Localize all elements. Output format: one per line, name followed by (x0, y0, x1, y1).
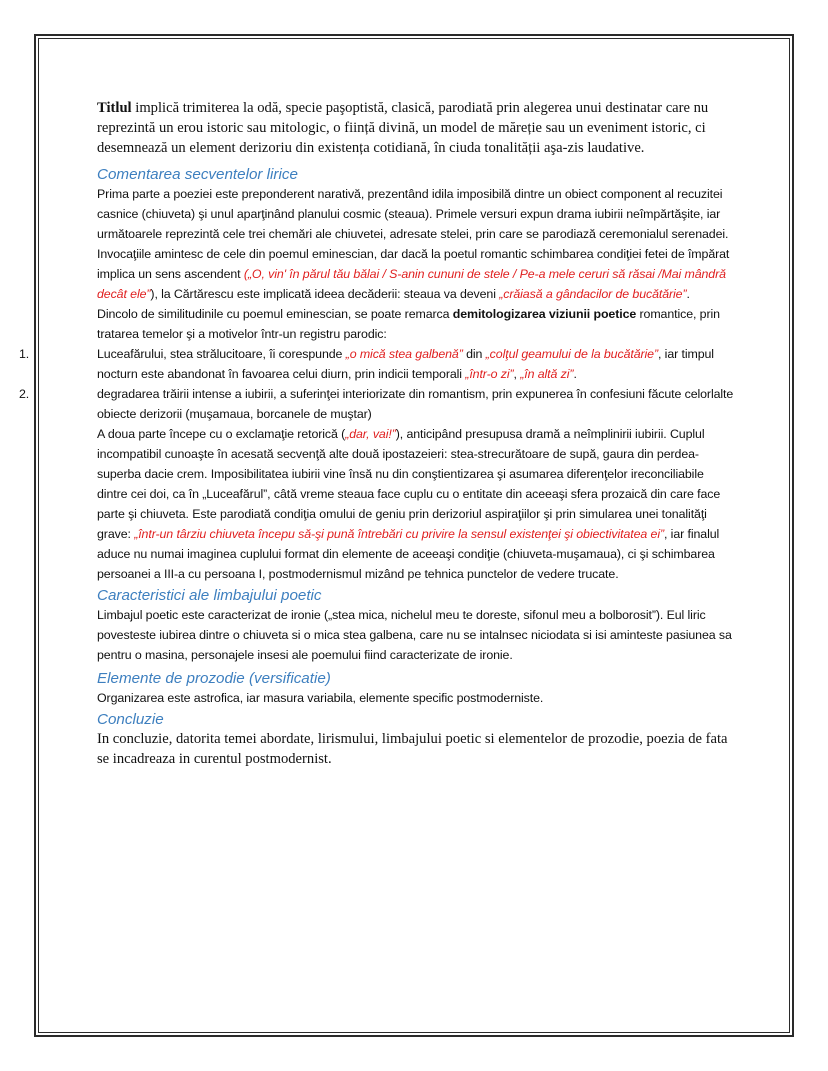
heading-comentarea: Comentarea secventelor lirice (97, 166, 298, 183)
intro-paragraph (97, 98, 737, 158)
list-number-1: 1. (19, 347, 30, 361)
quote-eminescu: („O, vin' în părul tău bălai / S-anin cununi de stele / Pe-a mele ceruri să răsai /Mai mândră decât ele” (97, 267, 726, 301)
numbered-list (19, 344, 737, 584)
intro-bold-title: Titlul (97, 100, 132, 116)
list-number-2: 2. (19, 387, 30, 401)
paragraph-prozodie: Organizarea este astrofica, iar masura variabila, elemente specific postmoderniste. (97, 691, 544, 705)
heading-concluzie: Concluzie (97, 711, 164, 728)
intro-text: implică trimiterea la odă, specie paşoptistă, clasică, parodiată prin alegerea unui destinatar care nu reprezintă un erou istoric sau mitologic, o ființă divină, un model de măreție sau un eveniment istoric, ci desemnează un element derizoriu din existența cotidiană, în ciuda tonalității aşa-zis laudative. (97, 100, 709, 156)
paragraph-limbaj: Limbajul poetic este caracterizat de ironie („stea mica, nichelul meu te doreste, sifonul meu a bolborosit”). Eul liric povesteste iubirea dintre o chiuveta si o mica stea galbena, care nu se intalnsec niciodata si isi aminteste pasiunea sa pentru o masina, personajele insesi ale poemului fiind caracterizate de ironie. (97, 608, 732, 662)
quote-craiasa: „crăiasă a gândacilor de bucătărie” (499, 287, 687, 301)
bold-demitologizarea: demitologizarea viziunii poetice (452, 307, 637, 321)
paragraph-prima-parte: Prima parte a poeziei este preponderent narativă, prezentând idila imposibilă dintre un obiect component al recuzitei casnice (chiuveta) şi unul aparţinând planului cosmic (steaua). Primele versuri expun drama iubirii neîmpărtăşite, iar următoarele reprezintă cele trei chemări ale chiuvetei, adresate stelei, prin care se parodiază ceremonialul serenadei. Invocaţiile amintesc de cele din poemul eminescian, dar dacă la poetul romantic schimbarea condiţiei fetei de împărat implica un sens ascendent („O, vin' în părul tău bălai / S-anin cununi de stele / Pe-a mele ceruri să răsai /Mai mândră decât ele”), la Cărtărescu este implicată ideea decăderii: steaua va deveni „crăiasă a gândacilor de bucătărie”. (97, 187, 730, 301)
document-body (19, 98, 737, 769)
paragraph-dincolo: Dincolo de similitudinile cu poemul eminescian, se poate remarca demitologizarea viziunii poetice romantice, prin tratarea temelor şi a motivelor într-un registru parodic: (97, 307, 720, 341)
list-item-1: 1. Luceafărului, stea strălucitoare, îi corespunde „o mică stea galbenă” din „colţul geamului de la bucătărie”, iar timpul nocturn este abandonat în favoarea celui diurn, prin indicii temporali „într-o zi”, „în altă zi”. (97, 344, 737, 384)
list-item-2: 2. degradarea trăirii intense a iubirii, a suferinţei interiorizate din romantism, prin expunerea în confesiuni făcute celorlalte obiecte derizorii (muşamaua, borcanele de muştar) A doua parte începe cu o exclamaţie retorică („dar, vai!”), anticipând presupusa dramă a neîmplinirii iubirii. Cuplul incompatibil cunoaşte în acesată secvenţă alte două ipostazeieri: stea-strecurătoare de supă, gaura din perdea-superba dacie crem. Imposibilitatea iubirii vine însă nu din conştientizarea şi asumarea diferenţelor ireconciliabile dintre cei doi, ca în „Luceafărul”, câtă vreme steaua face cuplu cu o entitate din aceeaşi sfera prozaică din care face parte şi chiuveta. Este parodiată condiţia omului de geniu prin derizoriul aspiraţiilor şi prin simularea unei tonalităţi grave: „într-un târziu chiuveta începu să-şi pună întrebări cu privire la sensul existenţei şi obiectivitatea ei”, iar finalul aduce nu numai imaginea cuplului format din elemente de aceeaşi condiţie (chiuveta-muşamaua), ci şi schimbarea persoanei a III-a cu persoana I, postmodernismul mizând pe tehnica punctelor de vedere trucate. (97, 384, 737, 584)
heading-prozodie: Elemente de prozodie (versificatie) (97, 670, 331, 687)
heading-caracteristici: Caracteristici ale limbajului poetic (97, 587, 322, 604)
paragraph-concluzie: In concluzie, datorita temei abordate, lirismului, limbajului poetic si elementelor de prozodie, poezia de fata se incadreaza in curentul postmodernist. (97, 731, 728, 767)
